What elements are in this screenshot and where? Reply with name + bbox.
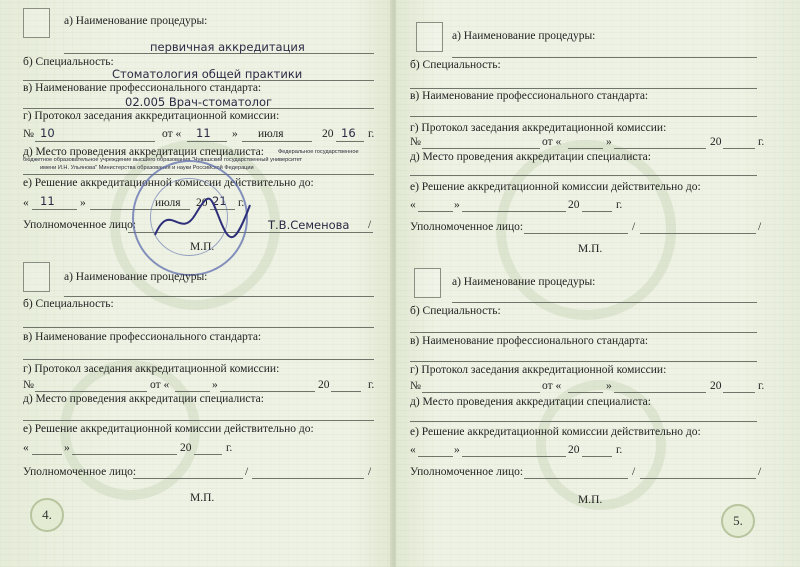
open-quote: « — [410, 444, 416, 456]
year-suffix-2: г. — [616, 199, 623, 211]
close-quote: » — [212, 379, 218, 391]
authorized-label: Уполномоченное лицо: — [23, 219, 137, 231]
number-sign: № — [410, 136, 421, 148]
number-sign: № — [23, 379, 34, 391]
standard-label: в) Наименование профессионального стандарта: — [410, 90, 649, 102]
year-prefix-2: 20 — [196, 197, 208, 209]
decision-label: е) Решение аккредитационной комиссии действительно до: — [410, 181, 701, 193]
valid-month: июля — [155, 197, 181, 209]
slash: / — [632, 221, 636, 233]
procedure-label: а) Наименование процедуры: — [452, 276, 596, 288]
place-line-1: Федеральное государственное — [278, 149, 359, 155]
slash: / — [245, 466, 249, 478]
place-line-3: имени И.Н. Ульянова" Министерства образования и науки Российской Федерации — [40, 165, 254, 171]
standard-label: в) Наименование профессионального стандарта: — [23, 331, 262, 343]
photo-box — [414, 268, 441, 298]
place-line-2: бюджетное образовательное учреждение высшего образования "Чувашский государственный университет — [23, 157, 303, 163]
number-sign: № — [23, 128, 34, 140]
year-suffix-2: г. — [616, 444, 623, 456]
slash: / — [368, 219, 372, 231]
specialty-label: б) Специальность: — [23, 298, 114, 310]
specialty-value: Стоматология общей практики — [112, 67, 303, 81]
page-number-right: 5. — [721, 504, 755, 538]
slash: / — [632, 466, 636, 478]
slash-end: / — [368, 466, 372, 478]
authorized-label: Уполномоченное лицо: — [410, 466, 524, 478]
stamp-place-label: М.П. — [578, 494, 603, 506]
authorized-name: Т.В.Семенова — [268, 218, 350, 232]
procedure-label: а) Наименование процедуры: — [64, 15, 208, 27]
page-number-left: 4. — [30, 498, 64, 532]
page-right — [396, 0, 800, 567]
year-prefix-2: 20 — [568, 199, 580, 211]
year-prefix: 20 — [322, 128, 334, 140]
photo-box — [416, 22, 443, 52]
standard-label: в) Наименование профессионального стандарта: — [23, 82, 262, 94]
year-suffix: г. — [368, 128, 375, 140]
protocol-label: г) Протокол заседания аккредитационной комиссии: — [410, 122, 667, 134]
protocol-label: г) Протокол заседания аккредитационной комиссии: — [23, 363, 280, 375]
from-open: от « — [542, 136, 562, 148]
year-prefix-2: 20 — [180, 442, 192, 454]
year-prefix: 20 — [318, 379, 330, 391]
procedure-value: первичная аккредитация — [150, 40, 305, 54]
standard-value: 02.005 Врач-стоматолог — [125, 95, 273, 109]
stamp-place-label: М.П. — [190, 492, 215, 504]
place-label: д) Место проведения аккредитации специалиста: — [23, 146, 264, 158]
from-open: от « — [542, 380, 562, 392]
year-prefix: 20 — [710, 380, 722, 392]
from-open: от « — [162, 128, 182, 140]
valid-day: 11 — [40, 194, 55, 208]
place-label: д) Место проведения аккредитации специалиста: — [23, 393, 264, 405]
close-quote: » — [232, 128, 238, 140]
place-label: д) Место проведения аккредитации специалиста: — [410, 151, 651, 163]
year-suffix-2: г. — [226, 442, 233, 454]
decision-label: е) Решение аккредитационной комиссии действительно до: — [410, 426, 701, 438]
authorized-label: Уполномоченное лицо: — [23, 466, 137, 478]
decision-label: е) Решение аккредитационной комиссии действительно до: — [23, 423, 314, 435]
year-suffix-2: г. — [238, 197, 245, 209]
year-suffix: г. — [758, 380, 765, 392]
photo-box — [23, 262, 50, 292]
open-quote: « — [23, 442, 29, 454]
specialty-label: б) Специальность: — [23, 56, 114, 68]
authorized-label: Уполномоченное лицо: — [410, 221, 524, 233]
specialty-label: б) Специальность: — [410, 305, 501, 317]
protocol-day: 11 — [196, 126, 211, 140]
number-sign: № — [410, 380, 421, 392]
close-quote: » — [606, 136, 612, 148]
close-quote: » — [606, 380, 612, 392]
valid-year: 21 — [212, 194, 227, 208]
protocol-year: 16 — [341, 126, 356, 140]
page-left — [0, 0, 392, 567]
year-suffix: г. — [368, 379, 375, 391]
specialty-label: б) Специальность: — [410, 59, 501, 71]
year-prefix: 20 — [710, 136, 722, 148]
close-quote-2: » — [80, 197, 86, 209]
procedure-label: а) Наименование процедуры: — [452, 30, 596, 42]
protocol-label: г) Протокол заседания аккредитационной комиссии: — [23, 110, 280, 122]
close-quote-2: » — [454, 444, 460, 456]
stamp-place-label: М.П. — [578, 243, 603, 255]
signature-icon — [150, 190, 260, 250]
stamp-place-label: М.П. — [190, 241, 215, 253]
slash-end: / — [758, 221, 762, 233]
standard-label: в) Наименование профессионального стандарта: — [410, 335, 649, 347]
protocol-label: г) Протокол заседания аккредитационной комиссии: — [410, 364, 667, 376]
procedure-label: а) Наименование процедуры: — [64, 271, 208, 283]
place-label: д) Место проведения аккредитации специалиста: — [410, 396, 651, 408]
protocol-month: июля — [258, 128, 284, 140]
protocol-number: 10 — [40, 126, 55, 140]
close-quote-2: » — [64, 442, 70, 454]
year-suffix: г. — [758, 136, 765, 148]
open-quote: « — [23, 197, 29, 209]
close-quote-2: » — [454, 199, 460, 211]
from-open: от « — [150, 379, 170, 391]
open-quote: « — [410, 199, 416, 211]
decision-label: е) Решение аккредитационной комиссии действительно до: — [23, 177, 314, 189]
slash-end: / — [758, 466, 762, 478]
photo-box — [23, 8, 50, 38]
year-prefix-2: 20 — [568, 444, 580, 456]
